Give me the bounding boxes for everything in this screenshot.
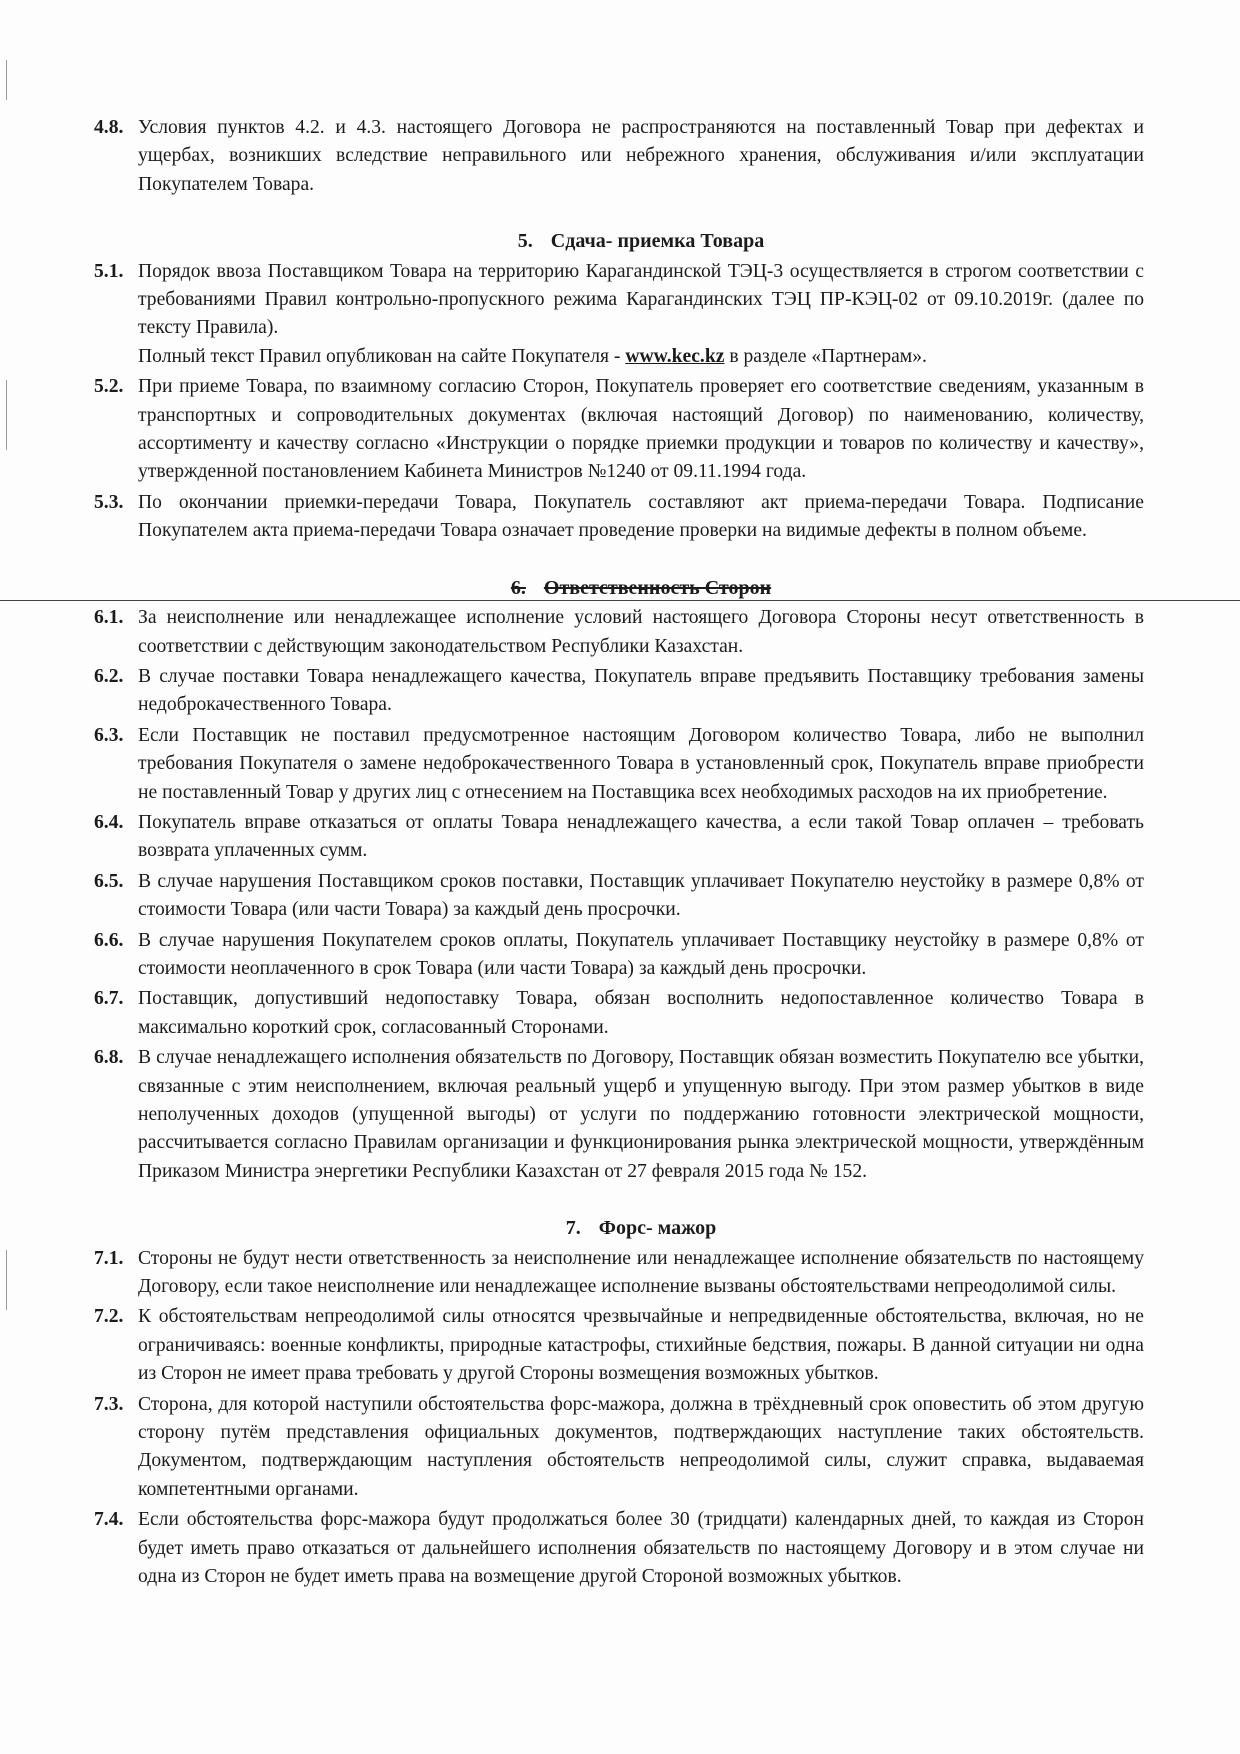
clause-7-4 bbox=[94, 1506, 1144, 1591]
clause-text: При приеме Товара, по взаимному согласию Сторон, Покупатель проверяет его соответствие сведениям, указанным в транспортных и сопроводительных документах (включая настоящий Договор) по наименованию, количеству, ассортименту и качеству согласно «Инструкции о порядке приемки продукции и товаров по количеству и качеству», утвержденной постановлением Кабинета Министров №1240 от 09.11.1994 года. bbox=[138, 376, 1144, 483]
clause-6-4 bbox=[94, 809, 1144, 866]
clause-number: 6.6. bbox=[94, 929, 124, 951]
clause-7-2 bbox=[94, 1303, 1144, 1388]
scan-margin-mark bbox=[6, 60, 7, 100]
section-number: 7. bbox=[565, 1217, 581, 1240]
contract-page bbox=[94, 114, 1144, 1592]
section-6-heading bbox=[94, 574, 1144, 602]
clause-6-3 bbox=[94, 722, 1144, 807]
clause-5-2 bbox=[94, 373, 1144, 487]
note-text-end: в разделе «Партнерам». bbox=[724, 345, 927, 367]
clause-number: 4.8. bbox=[94, 117, 124, 138]
clause-text: Покупатель вправе отказаться от оплаты Товара ненадлежащего качества, а если такой Товар оплачен – требовать возврата уплаченных сумм. bbox=[138, 811, 1144, 862]
clause-7-3 bbox=[94, 1391, 1144, 1505]
clause-6-2 bbox=[94, 663, 1144, 720]
section-5-heading bbox=[94, 227, 1144, 255]
clause-number: 7.4. bbox=[94, 1509, 124, 1531]
website-link[interactable]: www.kec.kz bbox=[625, 345, 725, 367]
clause-4-8 bbox=[94, 114, 1144, 199]
clause-text: В случае поставки Товара ненадлежащего качества, Покупатель вправе предъявить Поставщику требования замены недоброкачественного Товара. bbox=[138, 665, 1144, 716]
scan-margin-mark bbox=[6, 380, 7, 450]
clause-number: 6.1. bbox=[94, 607, 124, 629]
clause-number: 7.2. bbox=[94, 1306, 124, 1328]
section-title: Сдача- приемка Товара bbox=[550, 230, 765, 253]
clause-number: 6.2. bbox=[94, 665, 124, 687]
clause-text: Сторона, для которой наступили обстоятельства форс-мажора, должна в трёхдневный срок оповестить об этом другую сторону путём представления официальных документов, подтверждающих наступление таких обстоятельств. Документом, подтверждающим наступления обстоятельств непреодолимой силы, служит справка, выдаваемая компетентными органами. bbox=[138, 1393, 1144, 1500]
clause-text: В случае нарушения Покупателем сроков оплаты, Покупатель уплачивает Поставщику неустойку в размере 0,8% от стоимости неоплаченного в срок Товара (или части Товара) за каждый день просрочки. bbox=[138, 929, 1144, 979]
clause-number: 6.4. bbox=[94, 811, 124, 833]
clause-text: Если Поставщик не поставил предусмотренное настоящим Договором количество Товара, либо не выполнил требования Покупателя о замене недоброкачественного Товара в установленный срок, Покупатель вправе приобрести не поставленный Товар у других лиц с отнесением на Поставщика всех необходимых расходов на их приобретение. bbox=[138, 724, 1144, 803]
clause-6-7 bbox=[94, 985, 1144, 1042]
clause-number: 6.8. bbox=[94, 1047, 124, 1069]
clause-text: В случае нарушения Поставщиком сроков поставки, Поставщик уплачивает Покупателю неустойку в размере 0,8% от стоимости Товара (или части Товара) за каждый день просрочки. bbox=[138, 870, 1144, 921]
clause-text: В случае ненадлежащего исполнения обязательств по Договору, Поставщик обязан возместить Покупателю все убытки, связанные с этим неисполнением, включая реальный ущерб и упущенную выгоду. При этом размер убытков в виде неполученных доходов (упущенной выгоды) от услуги по поддержанию готовности электрической мощности, рассчитывается согласно Правилам организации и функционирования рынка электрической мощности, утверждённым Приказом Министра энергетики Республики Казахстан от 27 февраля 2015 года № 152. bbox=[138, 1047, 1144, 1182]
clause-number: 6.7. bbox=[94, 988, 124, 1010]
clause-6-5 bbox=[94, 868, 1144, 925]
section-7-heading bbox=[94, 1214, 1144, 1242]
section-title: Форс- мажор bbox=[598, 1217, 717, 1240]
clause-number: 7.3. bbox=[94, 1393, 124, 1415]
clause-text: Порядок ввоза Поставщиком Товара на территорию Карагандинской ТЭЦ-3 осуществляется в строгом соответствии с требованиями Правил контрольно-пропускного режима Карагандинских ТЭЦ ПР-КЭЦ-02 от 09.10.2019г. (далее по тексту Правила). bbox=[138, 260, 1144, 339]
clause-text: По окончании приемки-передачи Товара, Покупатель составляют акт приема-передачи Товара. Подписание Покупателем акта приема-передачи Товара означает проведение проверки на видимые дефекты в полном объеме. bbox=[138, 491, 1144, 542]
section-6-clauses bbox=[94, 604, 1144, 1186]
clause-number: 6.3. bbox=[94, 724, 124, 746]
clause-text: Если обстоятельства форс-мажора будут продолжаться более 30 (тридцати) календарных дней, то каждая из Сторон будет иметь право отказаться от дальнейшего исполнения обязательств по настоящему Договору и в этом случае ни одна из Сторон не будет иметь права на возмещение другой Стороной возможных убытков. bbox=[138, 1509, 1144, 1588]
note-text: Полный текст Правил опубликован на сайте Покупателя - bbox=[138, 345, 626, 367]
clause-5-1 bbox=[94, 258, 1144, 343]
section-number: 5. bbox=[517, 230, 533, 253]
clause-5-3 bbox=[94, 489, 1144, 546]
clause-text: Стороны не будут нести ответственность за неисполнение или ненадлежащее исполнение обязательств по настоящему Договору, если такое неисполнение или ненадлежащее исполнение вызваны обстоятельствами непреодолимой силы. bbox=[138, 1247, 1144, 1298]
clause-text: К обстоятельствам непреодолимой силы относятся чрезвычайные и непредвиденные обстоятельства, включая, но не ограничиваясь: военные конфликты, природные катастрофы, стихийные бедствия, пожары. В данной ситуации ни одна из Сторон не имеет права требовать у другой Стороны возмещения возможных убытков. bbox=[138, 1306, 1144, 1385]
rules-publication-note bbox=[94, 343, 1144, 371]
section-7-clauses bbox=[94, 1245, 1144, 1592]
section-title: Ответственность Сторон bbox=[543, 576, 772, 599]
clause-text: Поставщик, допустивший недопоставку Товара, обязан восполнить недопоставленное количество Товара в максимально короткий срок, согласованный Сторонами. bbox=[138, 988, 1144, 1038]
clause-number: 5.1. bbox=[94, 260, 124, 282]
clause-6-1 bbox=[94, 604, 1144, 661]
clause-number: 7.1. bbox=[94, 1247, 124, 1269]
clause-number: 5.3. bbox=[94, 491, 124, 513]
clause-number: 5.2. bbox=[94, 376, 124, 398]
clause-text: За неисполнение или ненадлежащее исполнение условий настоящего Договора Стороны несут ответственность в соответствии с действующим законодательством Республики Казахстан. bbox=[138, 607, 1144, 657]
clause-number: 6.5. bbox=[94, 870, 124, 892]
clause-6-6 bbox=[94, 927, 1144, 984]
clause-6-8 bbox=[94, 1044, 1144, 1186]
scan-margin-mark bbox=[6, 1250, 7, 1310]
clause-7-1 bbox=[94, 1245, 1144, 1302]
section-number: 6. bbox=[510, 576, 526, 599]
clause-text: Условия пунктов 4.2. и 4.3. настоящего Договора не распространяются на поставленный Товар при дефектах и ущербах, возникших вследствие неправильного или небрежного хранения, обслуживания и/или эксплуатации Покупателем Товара. bbox=[138, 117, 1144, 195]
